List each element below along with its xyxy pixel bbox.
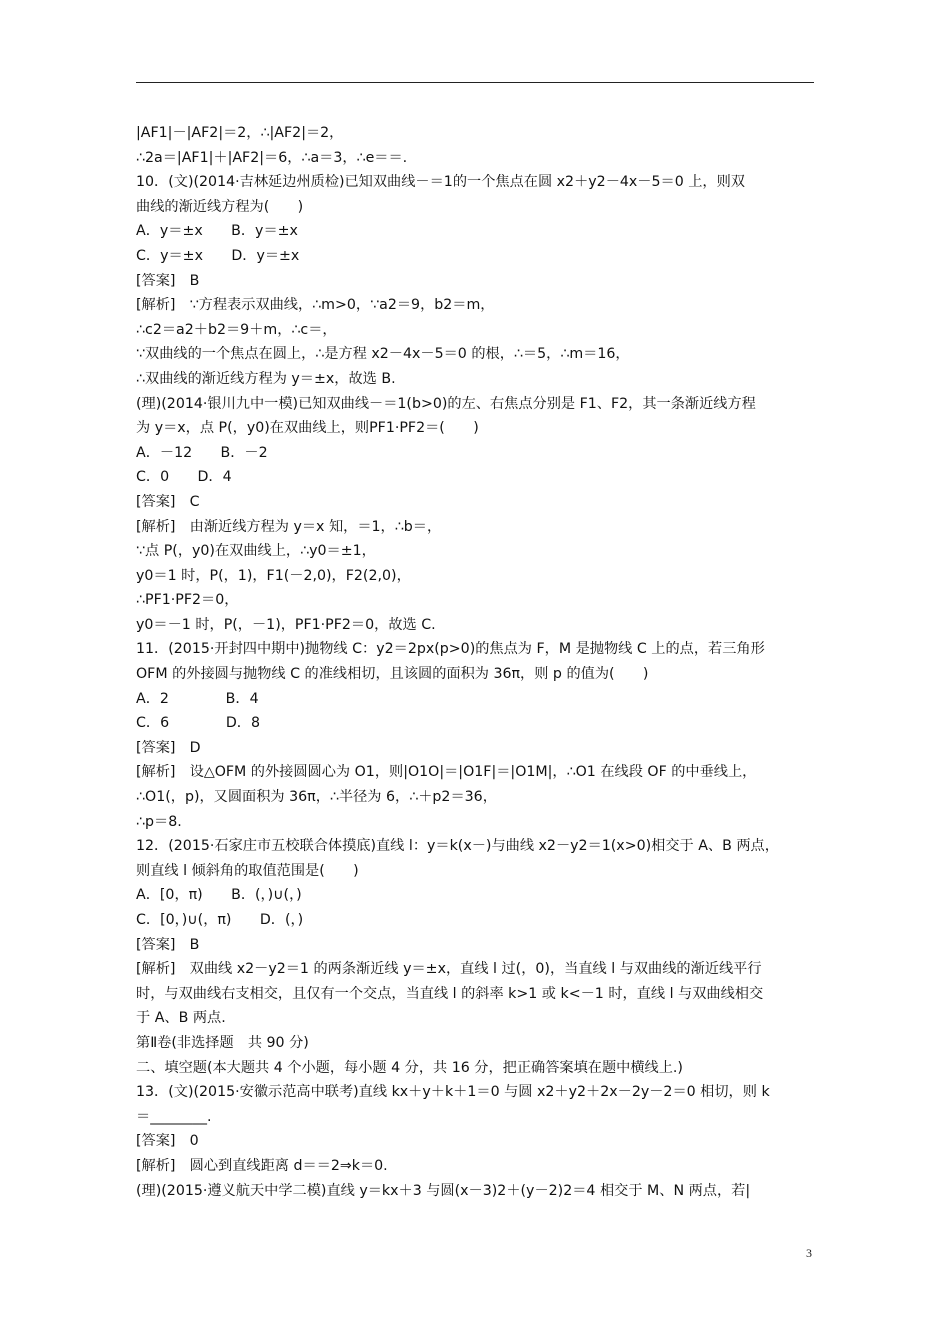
text-line: OFM 的外接圆与抛物线 C 的准线相切，且该圆的面积为 36π，则 p 的值为( )	[136, 666, 649, 683]
text-line: A．2 B．4	[136, 690, 259, 707]
text-line: A．[0，π) B．(，)∪(，)	[136, 887, 302, 904]
text-line: (理)(2015·遵义航天中学二模)直线 y＝kx＋3 与圆(x－3)2＋(y－2)2＝4 相交于 M、N 两点，若|	[136, 1182, 751, 1199]
text-line: 则直线 l 倾斜角的取值范围是( )	[136, 862, 359, 879]
text-line: [解析] 圆心到直线距离 d＝＝2⇒k＝0.	[136, 1157, 388, 1174]
text-line: A．－12 B．－2	[136, 444, 268, 461]
text-line: [解析] ∵方程表示双曲线，∴m>0，∵a2＝9，b2＝m，	[136, 297, 495, 314]
text-line: 曲线的渐近线方程为( )	[136, 198, 304, 215]
document-body	[136, 121, 836, 1203]
header-rule	[136, 82, 814, 83]
text-line: [答案] D	[136, 739, 201, 756]
text-line: C．[0，)∪(，π) D．(，)	[136, 912, 304, 928]
text-line: ∴PF1·PF2＝0，	[136, 592, 239, 609]
text-line: 13．(文)(2015·安徽示范高中联考)直线 kx＋y＋k＋1＝0 与圆 x2＋y2＋2x－2y－2＝0 相切，则 k	[136, 1084, 770, 1101]
text-line: (理)(2014·银川九中一模)已知双曲线－＝1(b>0)的左、右焦点分别是 F1、F2，其一条渐近线方程	[136, 395, 756, 412]
text-line: [解析] 由渐近线方程为 y＝x 知，＝1，∴b＝，	[136, 518, 442, 535]
text-line: C．0 D．4	[136, 469, 232, 486]
text-line: ∵双曲线的一个焦点在圆上，∴是方程 x2－4x－5＝0 的根，∴＝5，∴m＝16，	[136, 346, 630, 363]
text-line: 11．(2015·开封四中期中)抛物线 C：y2＝2px(p>0)的焦点为 F，M 是抛物线 C 上的点，若三角形	[136, 641, 765, 658]
text-line: ∴O1(，p)，又圆面积为 36π，∴半径为 6，∴＋p2＝36，	[136, 789, 497, 806]
text-line: A．y＝±x B．y＝±x	[136, 223, 298, 240]
text-line: y0＝1 时，P(，1)，F1(－2,0)，F2(2,0)，	[136, 567, 411, 584]
text-line: ∴p＝8.	[136, 813, 182, 830]
text-line: [答案] B	[136, 936, 200, 953]
text-line: [答案] 0	[136, 1133, 199, 1150]
page-number: 3	[806, 1246, 812, 1260]
text-line: 为 y＝x，点 P(，y0)在双曲线上，则PF1·PF2＝( )	[136, 420, 479, 437]
text-line: y0＝－1 时，P(，－1)，PF1·PF2＝0，故选 C.	[136, 616, 436, 633]
text-line: ∴2a＝|AF1|＋|AF2|＝6，∴a＝3，∴e＝＝.	[136, 149, 408, 166]
text-line: C．y＝±x D．y＝±x	[136, 247, 300, 264]
text-line: 12．(2015·石家庄市五校联合体摸底)直线 l：y＝k(x－)与曲线 x2－y2＝1(x>0)相交于 A、B 两点，	[136, 838, 779, 855]
text-line: 时，与双曲线右支相交，且仅有一个交点，当直线 l 的斜率 k>1 或 k<－1 时，直线 l 与双曲线相交	[136, 985, 764, 1002]
text-line: 10．(文)(2014·吉林延边州质检)已知双曲线－＝1的一个焦点在圆 x2＋y2－4x－5＝0 上，则双	[136, 174, 745, 191]
text-line: ＝________.	[136, 1108, 212, 1125]
text-line: [解析] 双曲线 x2－y2＝1 的两条渐近线 y＝±x，直线 l 过(，0)，当直线 l 与双曲线的渐近线平行	[136, 961, 762, 978]
text-line: |AF1|－|AF2|＝2，∴|AF2|＝2，	[136, 125, 344, 141]
text-line: [答案] B	[136, 272, 200, 289]
text-line: 于 A、B 两点.	[136, 1010, 226, 1027]
text-line: ∵点 P(，y0)在双曲线上，∴y0＝±1，	[136, 543, 376, 560]
text-line: ∴c2＝a2＋b2＝9＋m，∴c＝，	[136, 321, 337, 338]
text-line: [解析] 设△OFM 的外接圆圆心为 O1，则|O1O|＝|O1F|＝|O1M|，∴O1 在线段 OF 的中垂线上，	[136, 764, 757, 781]
text-line: 第Ⅱ卷(非选择题 共 90 分)	[136, 1034, 309, 1051]
text-line: C．6 D．8	[136, 715, 261, 732]
text-line: [答案] C	[136, 493, 200, 510]
text-line: ∴双曲线的渐近线方程为 y＝±x，故选 B.	[136, 370, 396, 387]
text-line: 二、填空题(本大题共 4 个小题，每小题 4 分，共 16 分，把正确答案填在题中横线上.)	[136, 1059, 683, 1076]
